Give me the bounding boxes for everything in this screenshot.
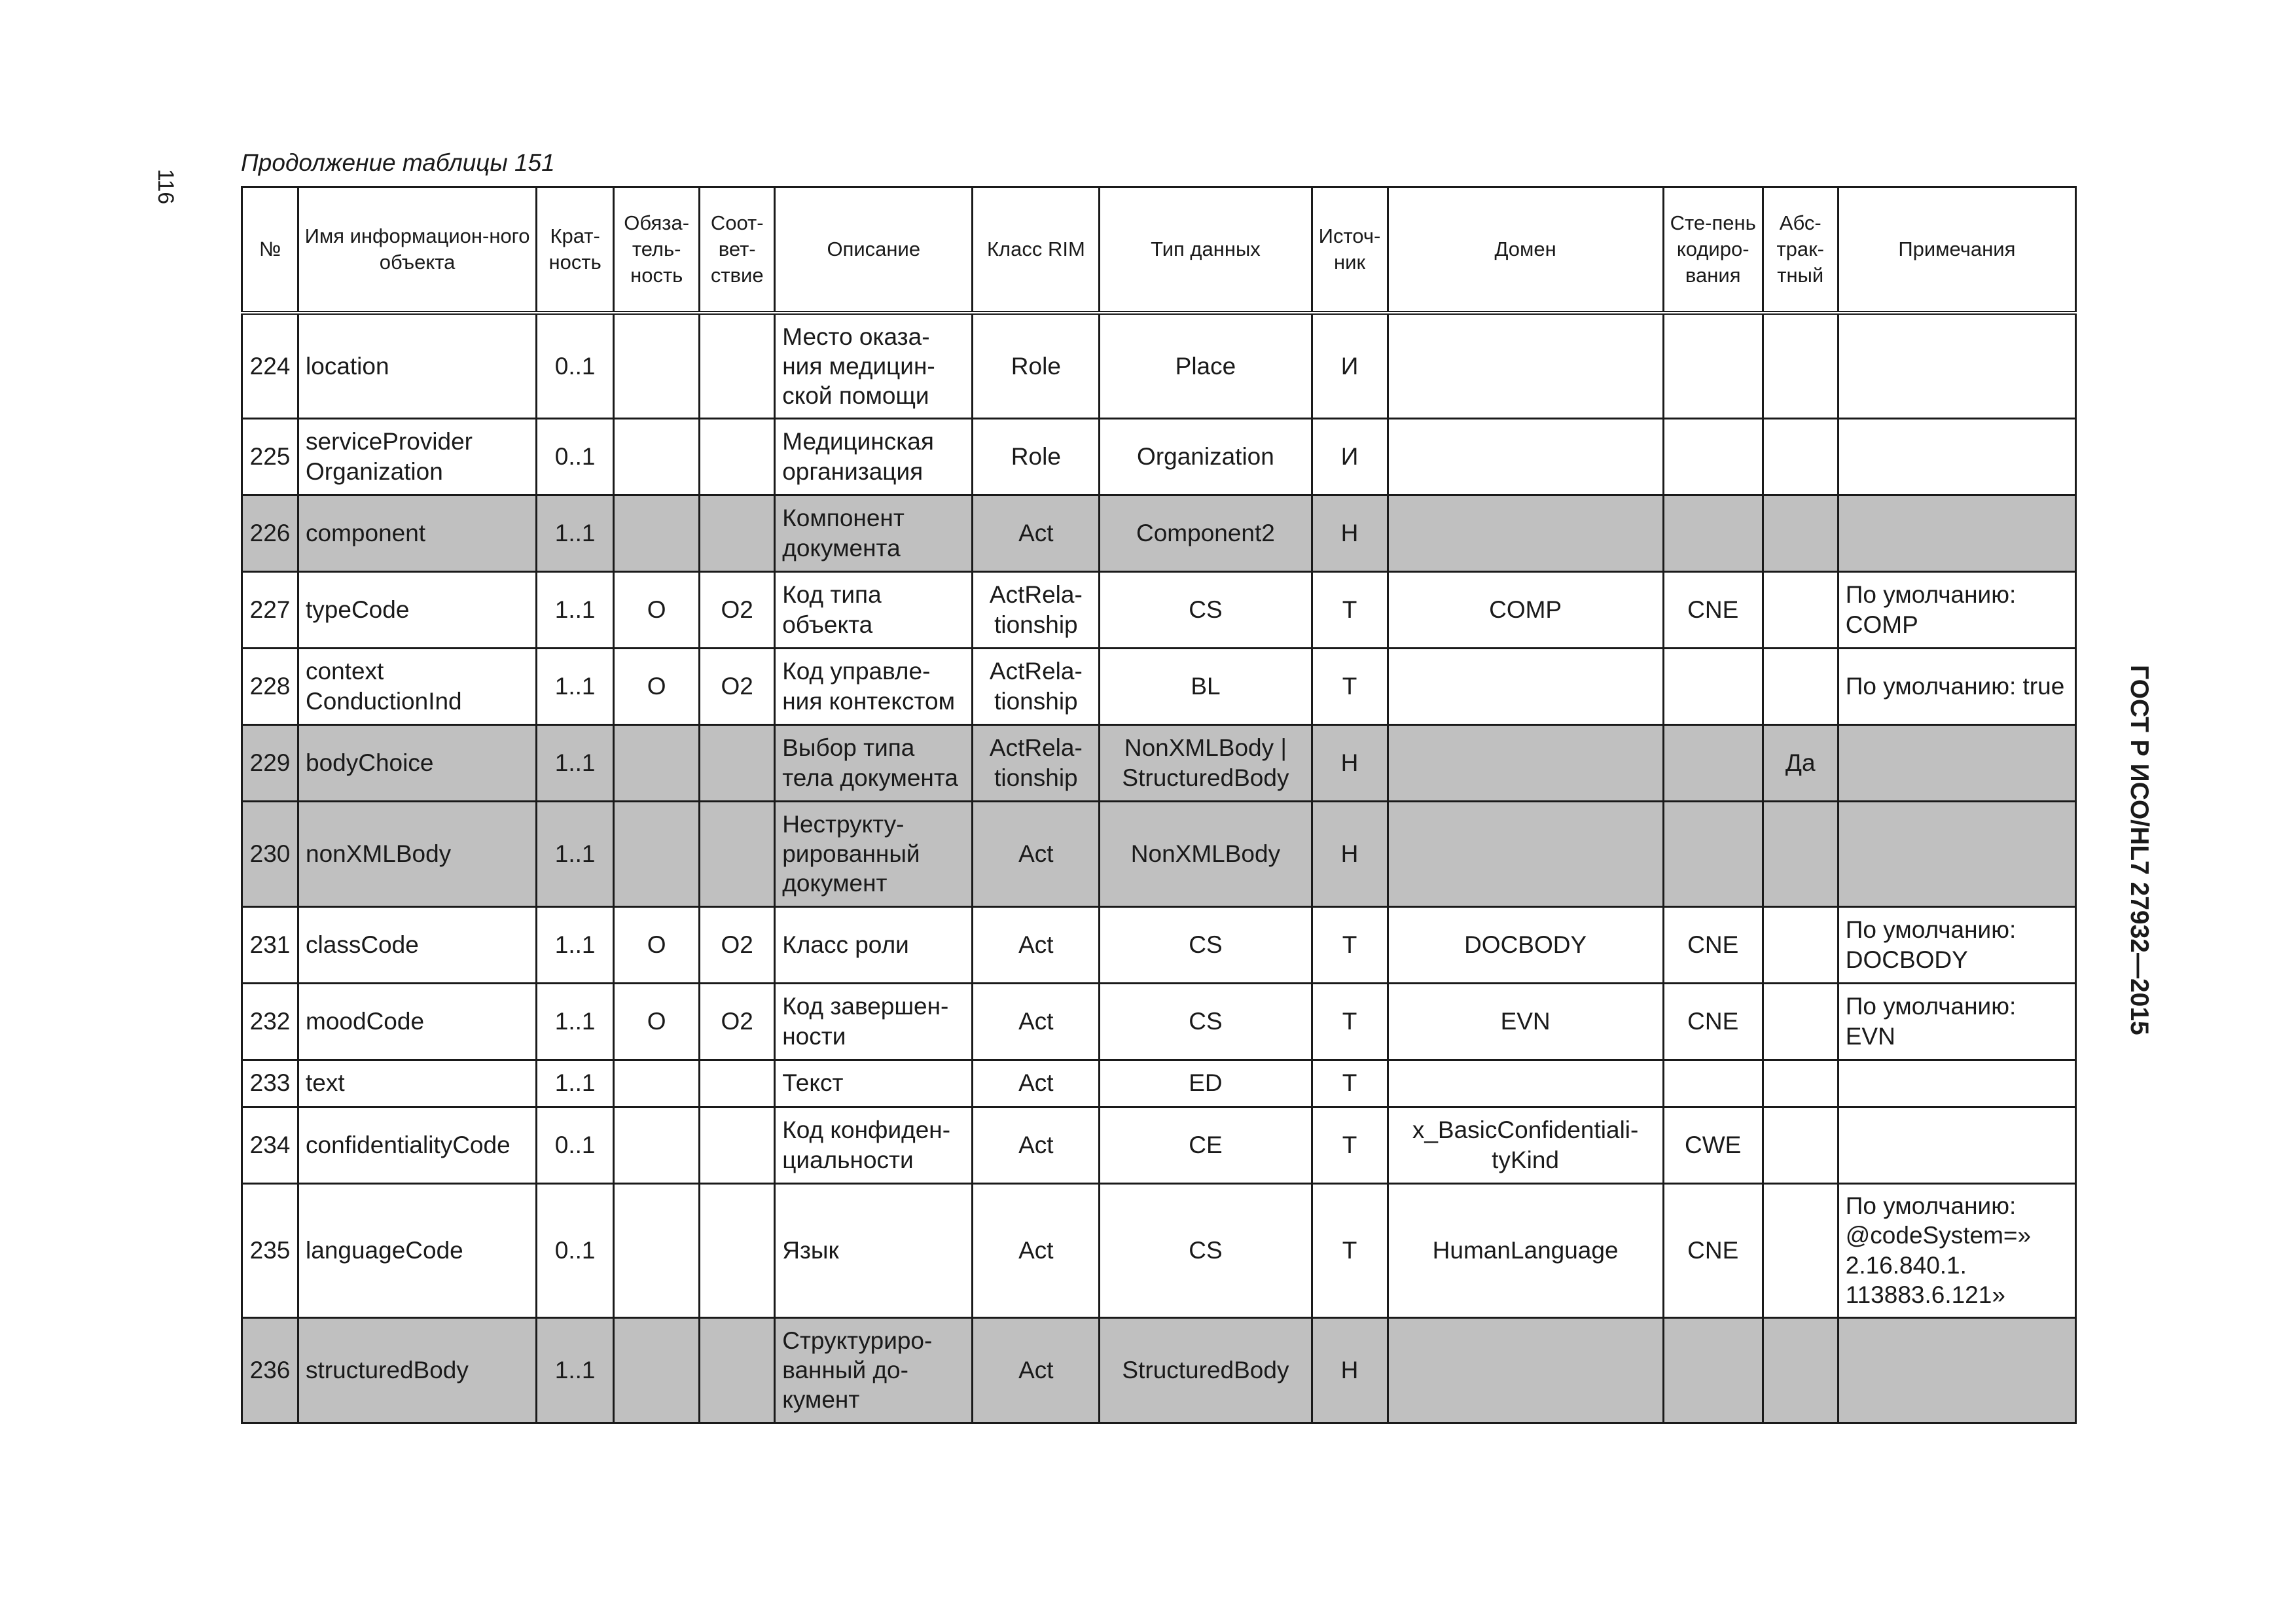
table-row (242, 906, 2076, 983)
cell-notes: По умолчанию: COMP (1838, 571, 2075, 648)
cell-cardinality: 0..1 (537, 418, 614, 495)
table-caption: Продолжение таблицы 151 (241, 149, 555, 176)
header-data-type: Тип данных (1100, 187, 1312, 313)
cell-coding-strength (1663, 801, 1763, 906)
cell-cardinality: 1..1 (537, 906, 614, 983)
cell-description: Выбор типа тела документа (775, 724, 973, 801)
cell-notes (1838, 724, 2075, 801)
cell-rim-class: ActRela-tionship (973, 571, 1100, 648)
cell-abstract (1763, 1107, 1838, 1183)
cell-description: Компонент документа (775, 495, 973, 571)
cell-coding-strength (1663, 1060, 1763, 1107)
cell-num: 236 (242, 1317, 298, 1423)
cell-coding-strength: CWE (1663, 1107, 1763, 1183)
cell-conformance: О2 (700, 906, 775, 983)
cell-name: classCode (298, 906, 537, 983)
cell-data-type: CS (1100, 1183, 1312, 1317)
cell-rim-class: ActRela-tionship (973, 724, 1100, 801)
table-header-row (242, 187, 2076, 313)
cell-num: 235 (242, 1183, 298, 1317)
table-row (242, 495, 2076, 571)
cell-rim-class: Act (973, 1060, 1100, 1107)
cell-name: nonXMLBody (298, 801, 537, 906)
cell-domain (1388, 1317, 1663, 1423)
cell-conformance (700, 724, 775, 801)
cell-domain: DOCBODY (1388, 906, 1663, 983)
cell-source: Т (1312, 1060, 1388, 1107)
table-row (242, 983, 2076, 1060)
cell-num: 231 (242, 906, 298, 983)
cell-cardinality: 0..1 (537, 313, 614, 418)
cell-num: 234 (242, 1107, 298, 1183)
cell-mandatory: О (614, 906, 700, 983)
cell-notes: По умолчанию: @codeSystem=» 2.16.840.1. 113883.6.121» (1838, 1183, 2075, 1317)
cell-description: Язык (775, 1183, 973, 1317)
header-mandatory: Обяза-тель-ность (614, 187, 700, 313)
cell-source: Н (1312, 1317, 1388, 1423)
cell-notes (1838, 1060, 2075, 1107)
cell-description: Код конфиден-циальности (775, 1107, 973, 1183)
cell-abstract (1763, 648, 1838, 724)
cell-rim-class: Act (973, 495, 1100, 571)
cell-source: И (1312, 313, 1388, 418)
cell-domain: x_BasicConfidentiali-tyKind (1388, 1107, 1663, 1183)
cell-conformance: О2 (700, 648, 775, 724)
cell-source: Т (1312, 906, 1388, 983)
cell-cardinality: 1..1 (537, 495, 614, 571)
cell-notes (1838, 1107, 2075, 1183)
cell-mandatory: О (614, 983, 700, 1060)
cell-conformance (700, 495, 775, 571)
cell-source: Т (1312, 1183, 1388, 1317)
cell-coding-strength: CNE (1663, 1183, 1763, 1317)
header-rim-class: Класс RIM (973, 187, 1100, 313)
header-coding-strength: Сте-пень кодиро-вания (1663, 187, 1763, 313)
cell-source: И (1312, 418, 1388, 495)
cell-notes: По умолчанию: true (1838, 648, 2075, 724)
cell-mandatory (614, 1317, 700, 1423)
cell-conformance (700, 1060, 775, 1107)
cell-data-type: Organization (1100, 418, 1312, 495)
header-source: Источ-ник (1312, 187, 1388, 313)
cell-notes (1838, 801, 2075, 906)
cell-rim-class: Act (973, 906, 1100, 983)
cell-rim-class: Act (973, 1183, 1100, 1317)
cell-num: 228 (242, 648, 298, 724)
cell-coding-strength (1663, 648, 1763, 724)
standard-designation: ГОСТ Р ИСО/HL7 27932—2015 (2125, 665, 2153, 1035)
cell-data-type: StructuredBody (1100, 1317, 1312, 1423)
cell-rim-class: Role (973, 313, 1100, 418)
header-cardinality: Крат-ность (537, 187, 614, 313)
cell-description: Структуриро-ванный до-кумент (775, 1317, 973, 1423)
cell-abstract (1763, 983, 1838, 1060)
cell-mandatory (614, 724, 700, 801)
cell-name: location (298, 313, 537, 418)
cell-domain (1388, 313, 1663, 418)
cell-coding-strength (1663, 418, 1763, 495)
cell-source: Т (1312, 648, 1388, 724)
header-name: Имя информацион-ного объекта (298, 187, 537, 313)
table-row (242, 1317, 2076, 1423)
cell-name: structuredBody (298, 1317, 537, 1423)
cell-name: moodCode (298, 983, 537, 1060)
page-number: 116 (153, 169, 178, 205)
cell-source: Н (1312, 724, 1388, 801)
cell-abstract (1763, 1183, 1838, 1317)
cell-domain (1388, 801, 1663, 906)
cell-cardinality: 1..1 (537, 983, 614, 1060)
cell-coding-strength: CNE (1663, 983, 1763, 1060)
cell-cardinality: 1..1 (537, 648, 614, 724)
cell-cardinality: 1..1 (537, 801, 614, 906)
cell-notes (1838, 418, 2075, 495)
table-body (242, 313, 2076, 1423)
cell-rim-class: Act (973, 1317, 1100, 1423)
table-row (242, 1107, 2076, 1183)
cell-name: serviceProvider Organization (298, 418, 537, 495)
data-table (241, 186, 2077, 1424)
cell-source: Т (1312, 1107, 1388, 1183)
header-conformance: Соот-вет-ствие (700, 187, 775, 313)
cell-abstract (1763, 801, 1838, 906)
cell-description: Текст (775, 1060, 973, 1107)
cell-conformance (700, 418, 775, 495)
cell-num: 232 (242, 983, 298, 1060)
cell-conformance (700, 801, 775, 906)
cell-notes (1838, 313, 2075, 418)
cell-name: confidentialityCode (298, 1107, 537, 1183)
cell-rim-class: ActRela-tionship (973, 648, 1100, 724)
cell-name: component (298, 495, 537, 571)
cell-cardinality: 0..1 (537, 1183, 614, 1317)
cell-rim-class: Act (973, 801, 1100, 906)
cell-data-type: Place (1100, 313, 1312, 418)
cell-description: Класс роли (775, 906, 973, 983)
cell-mandatory (614, 1060, 700, 1107)
cell-cardinality: 1..1 (537, 1317, 614, 1423)
cell-domain (1388, 648, 1663, 724)
table-row (242, 801, 2076, 906)
cell-name: bodyChoice (298, 724, 537, 801)
cell-mandatory (614, 313, 700, 418)
cell-mandatory (614, 801, 700, 906)
cell-coding-strength (1663, 495, 1763, 571)
cell-coding-strength (1663, 724, 1763, 801)
cell-domain: COMP (1388, 571, 1663, 648)
cell-data-type: CS (1100, 983, 1312, 1060)
cell-mandatory: О (614, 648, 700, 724)
cell-mandatory (614, 1107, 700, 1183)
cell-notes: По умолчанию: EVN (1838, 983, 2075, 1060)
cell-conformance: О2 (700, 983, 775, 1060)
header-num: № (242, 187, 298, 313)
cell-cardinality: 1..1 (537, 724, 614, 801)
cell-num: 224 (242, 313, 298, 418)
cell-data-type: CS (1100, 906, 1312, 983)
cell-num: 227 (242, 571, 298, 648)
cell-data-type: Component2 (1100, 495, 1312, 571)
cell-data-type: CE (1100, 1107, 1312, 1183)
cell-mandatory (614, 495, 700, 571)
cell-abstract (1763, 1060, 1838, 1107)
cell-data-type: NonXMLBody (1100, 801, 1312, 906)
table-row (242, 571, 2076, 648)
cell-abstract (1763, 495, 1838, 571)
cell-num: 233 (242, 1060, 298, 1107)
cell-abstract: Да (1763, 724, 1838, 801)
cell-domain: EVN (1388, 983, 1663, 1060)
table-row (242, 648, 2076, 724)
cell-rim-class: Act (973, 983, 1100, 1060)
cell-conformance (700, 1183, 775, 1317)
cell-data-type: NonXMLBody | StructuredBody (1100, 724, 1312, 801)
cell-description: Место оказа-ния медицин-ской помощи (775, 313, 973, 418)
table-row (242, 1060, 2076, 1107)
cell-notes (1838, 1317, 2075, 1423)
cell-mandatory: О (614, 571, 700, 648)
cell-notes (1838, 495, 2075, 571)
cell-description: Медицинская организация (775, 418, 973, 495)
cell-data-type: BL (1100, 648, 1312, 724)
header-description: Описание (775, 187, 973, 313)
header-notes: Примечания (1838, 187, 2075, 313)
cell-cardinality: 1..1 (537, 571, 614, 648)
cell-source: Т (1312, 571, 1388, 648)
cell-name: languageCode (298, 1183, 537, 1317)
cell-description: Код завершен-ности (775, 983, 973, 1060)
cell-domain (1388, 724, 1663, 801)
cell-notes: По умолчанию: DOCBODY (1838, 906, 2075, 983)
cell-cardinality: 0..1 (537, 1107, 614, 1183)
cell-rim-class: Role (973, 418, 1100, 495)
cell-conformance: О2 (700, 571, 775, 648)
cell-rim-class: Act (973, 1107, 1100, 1183)
cell-num: 230 (242, 801, 298, 906)
cell-name: text (298, 1060, 537, 1107)
table-row (242, 418, 2076, 495)
cell-abstract (1763, 418, 1838, 495)
table-row (242, 313, 2076, 418)
table-row (242, 724, 2076, 801)
cell-domain (1388, 495, 1663, 571)
cell-abstract (1763, 1317, 1838, 1423)
cell-coding-strength: CNE (1663, 571, 1763, 648)
cell-conformance (700, 1107, 775, 1183)
cell-domain: HumanLanguage (1388, 1183, 1663, 1317)
cell-num: 229 (242, 724, 298, 801)
cell-coding-strength: CNE (1663, 906, 1763, 983)
cell-description: Неструкту-рированный документ (775, 801, 973, 906)
cell-abstract (1763, 571, 1838, 648)
header-abstract: Абс-трак-тный (1763, 187, 1838, 313)
cell-source: Н (1312, 801, 1388, 906)
cell-name: context ConductionInd (298, 648, 537, 724)
cell-name: typeCode (298, 571, 537, 648)
cell-cardinality: 1..1 (537, 1060, 614, 1107)
cell-domain (1388, 1060, 1663, 1107)
cell-conformance (700, 1317, 775, 1423)
table-row (242, 1183, 2076, 1317)
cell-description: Код типа объекта (775, 571, 973, 648)
cell-source: Т (1312, 983, 1388, 1060)
cell-coding-strength (1663, 1317, 1763, 1423)
cell-num: 225 (242, 418, 298, 495)
cell-source: Н (1312, 495, 1388, 571)
cell-conformance (700, 313, 775, 418)
header-domain: Домен (1388, 187, 1663, 313)
cell-domain (1388, 418, 1663, 495)
cell-description: Код управле-ния контекстом (775, 648, 973, 724)
cell-mandatory (614, 1183, 700, 1317)
cell-mandatory (614, 418, 700, 495)
cell-data-type: ED (1100, 1060, 1312, 1107)
cell-abstract (1763, 906, 1838, 983)
cell-num: 226 (242, 495, 298, 571)
cell-coding-strength (1663, 313, 1763, 418)
cell-data-type: CS (1100, 571, 1312, 648)
cell-abstract (1763, 313, 1838, 418)
